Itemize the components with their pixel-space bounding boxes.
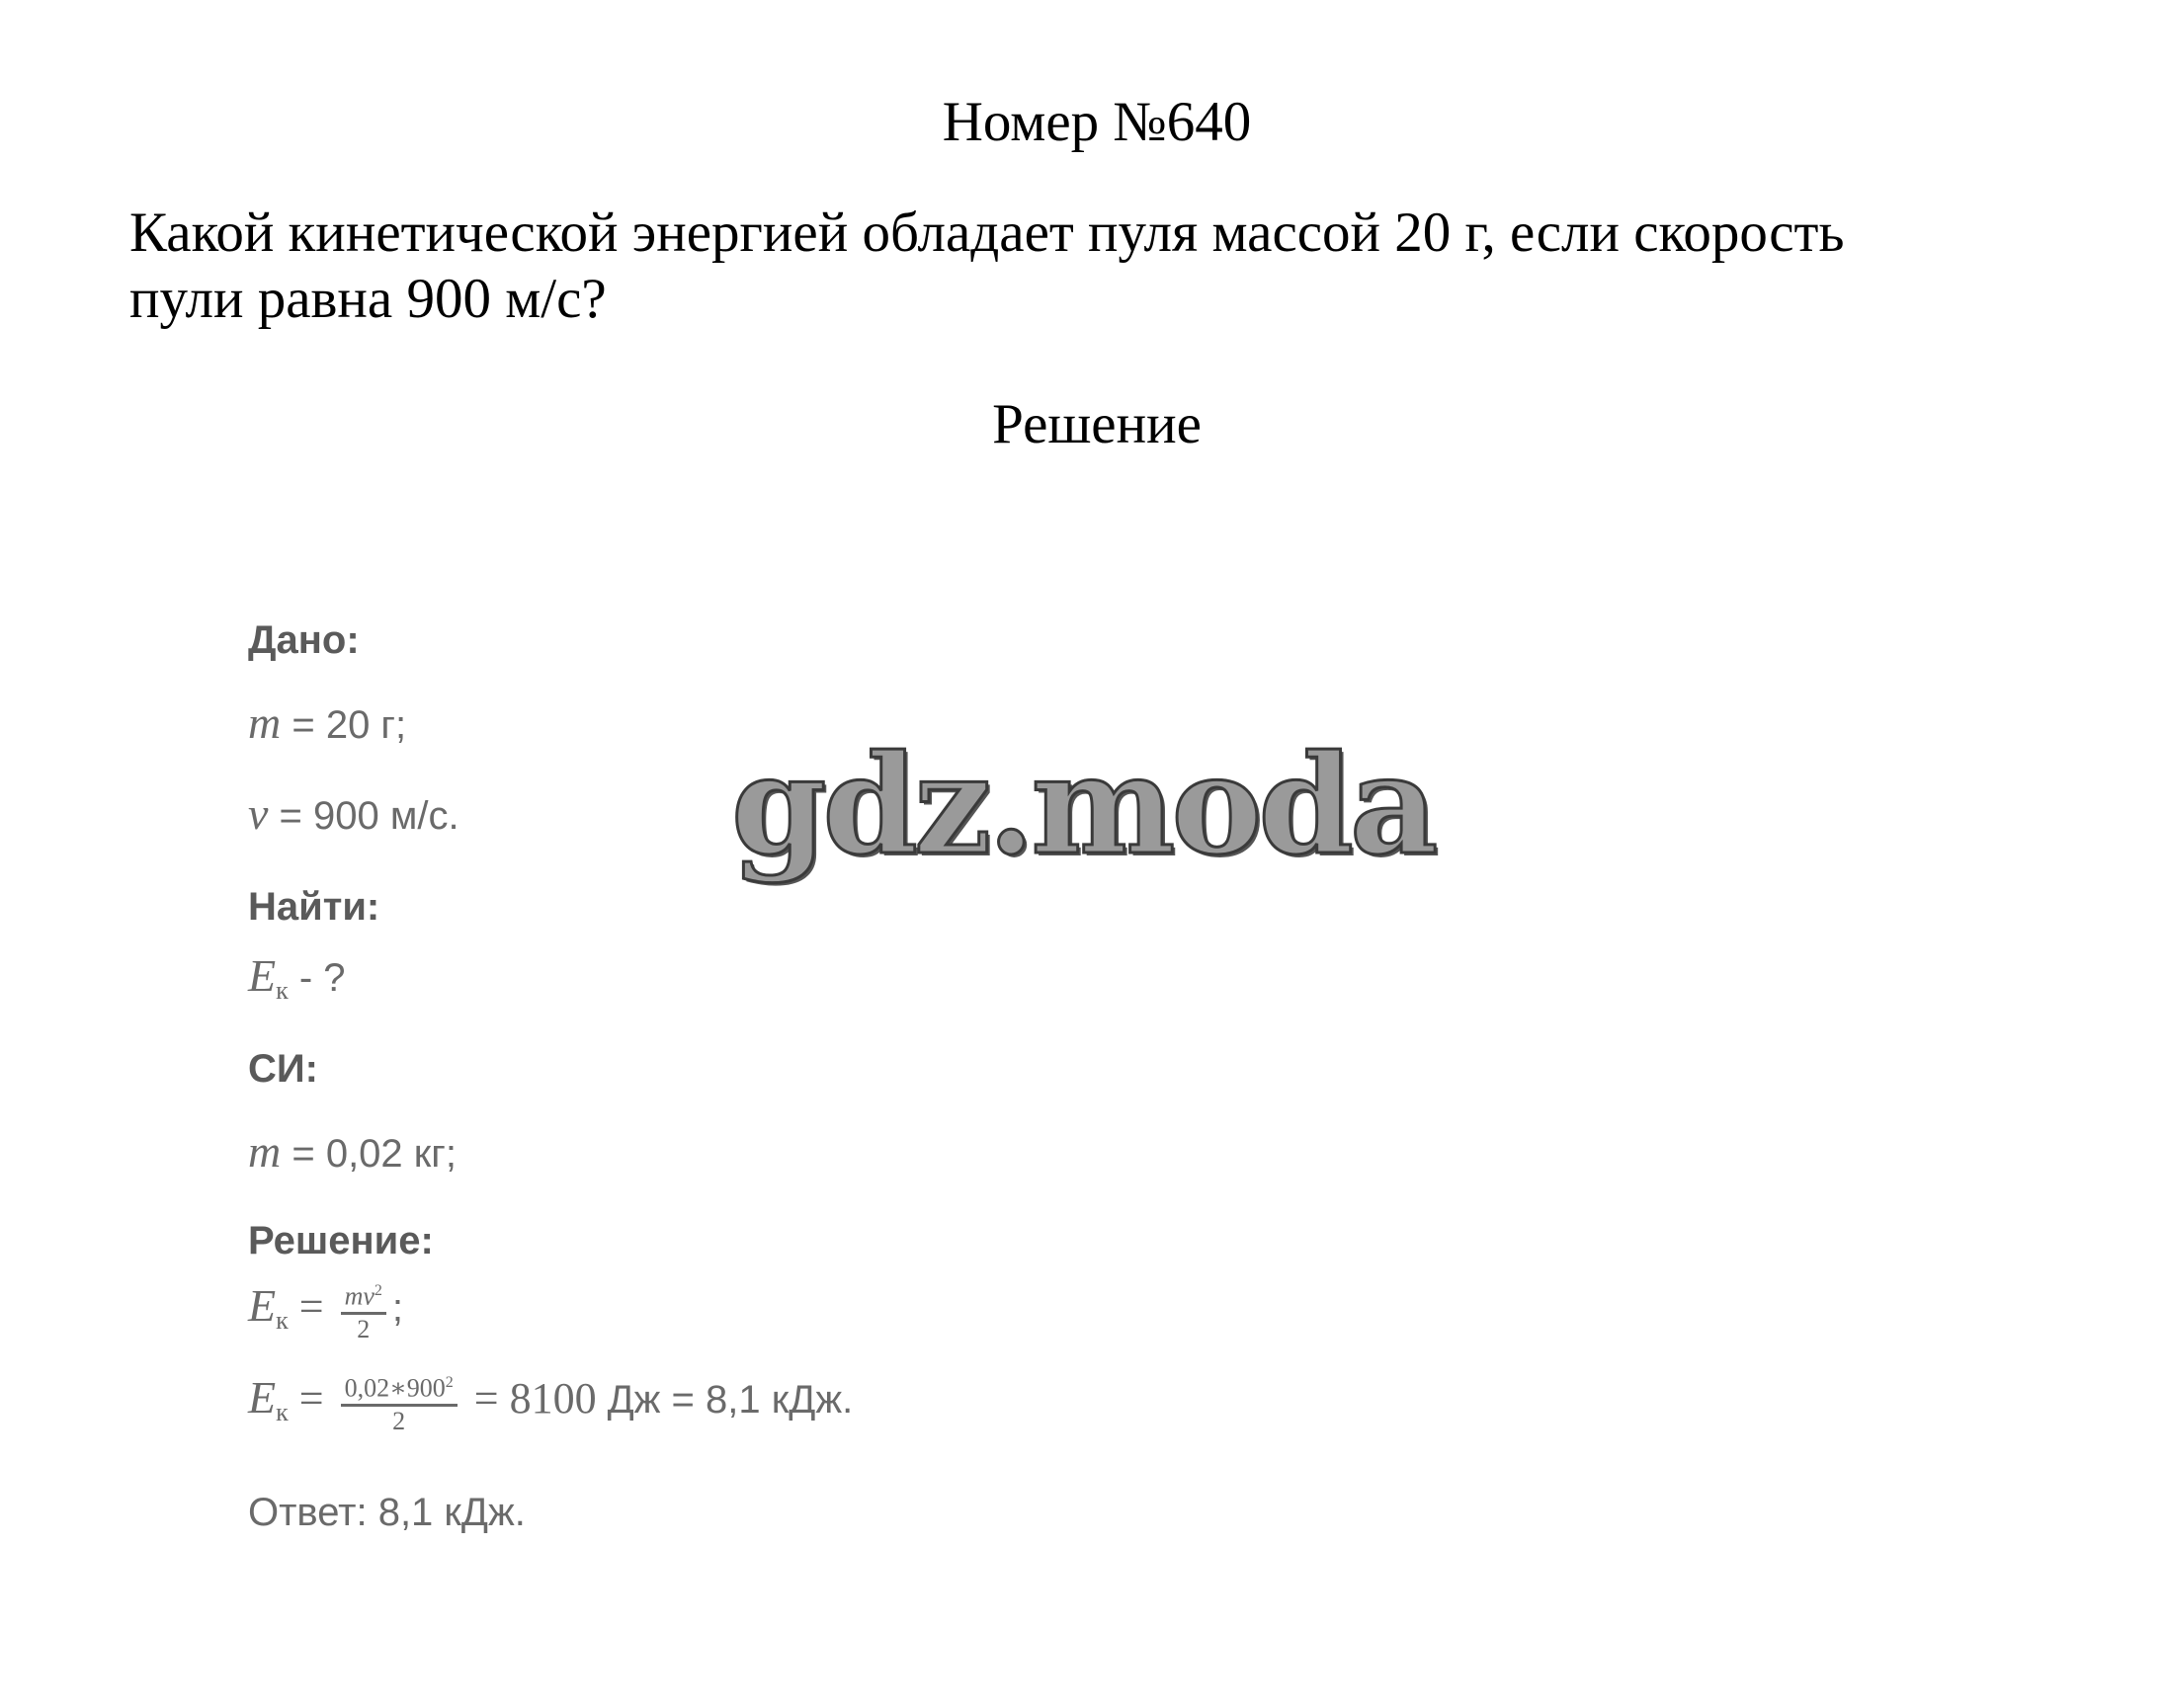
mass-symbol: m bbox=[248, 697, 282, 748]
given-mass bbox=[248, 697, 407, 748]
given-velocity-value: = 900 м/с. bbox=[268, 794, 459, 838]
formula-equals: = bbox=[288, 1281, 335, 1331]
formula-tail: ; bbox=[391, 1285, 404, 1330]
velocity-symbol: v bbox=[248, 788, 269, 839]
formula-denominator: 2 bbox=[357, 1314, 371, 1343]
calc-denominator: 2 bbox=[392, 1406, 406, 1435]
energy-symbol: E bbox=[248, 950, 277, 1001]
energy-subscript: к bbox=[276, 976, 289, 1005]
calc-equals: = bbox=[288, 1373, 335, 1423]
formula-energy-subscript: к bbox=[276, 1305, 289, 1335]
calc-result: = 8100 bbox=[462, 1373, 608, 1423]
energy-formula bbox=[248, 1276, 403, 1344]
si-mass-symbol: m bbox=[248, 1126, 282, 1177]
calc-energy-subscript: к bbox=[276, 1397, 289, 1426]
watermark-logo: gdz.moda bbox=[731, 724, 1435, 885]
calc-energy-symbol: E bbox=[248, 1371, 277, 1423]
find-label: Найти: bbox=[248, 885, 380, 929]
energy-calculation bbox=[248, 1368, 853, 1436]
si-mass-value: = 0,02 кг; bbox=[281, 1132, 457, 1176]
task-line-1: Какой кинетической энергией обладает пуля массой 20 г, если скорость bbox=[129, 202, 1845, 264]
si-mass bbox=[248, 1126, 457, 1177]
task-text bbox=[129, 200, 2027, 332]
calc-numerator: 0,02∗900 bbox=[344, 1373, 446, 1403]
solve-label: Решение: bbox=[248, 1219, 434, 1262]
find-energy bbox=[248, 950, 346, 1014]
si-label: СИ: bbox=[248, 1047, 318, 1091]
formula-fraction bbox=[341, 1276, 386, 1344]
answer: Ответ: 8,1 кДж. bbox=[248, 1491, 526, 1534]
calc-fraction bbox=[341, 1368, 458, 1436]
formula-exponent: 2 bbox=[374, 1282, 382, 1299]
given-mass-value: = 20 г; bbox=[281, 703, 407, 747]
problem-number-heading: Номер №640 bbox=[942, 91, 1252, 153]
given-label: Дано: bbox=[248, 618, 360, 662]
task-line-2: пули равна 900 м/с? bbox=[129, 268, 607, 330]
calc-exponent: 2 bbox=[445, 1374, 454, 1391]
find-energy-rest: - ? bbox=[288, 956, 346, 1000]
formula-energy-symbol: E bbox=[248, 1279, 277, 1331]
calc-tail: Дж = 8,1 кДж. bbox=[607, 1377, 854, 1422]
given-velocity bbox=[248, 788, 459, 839]
formula-numerator: mv bbox=[344, 1281, 375, 1311]
solution-heading: Решение bbox=[992, 393, 1202, 455]
